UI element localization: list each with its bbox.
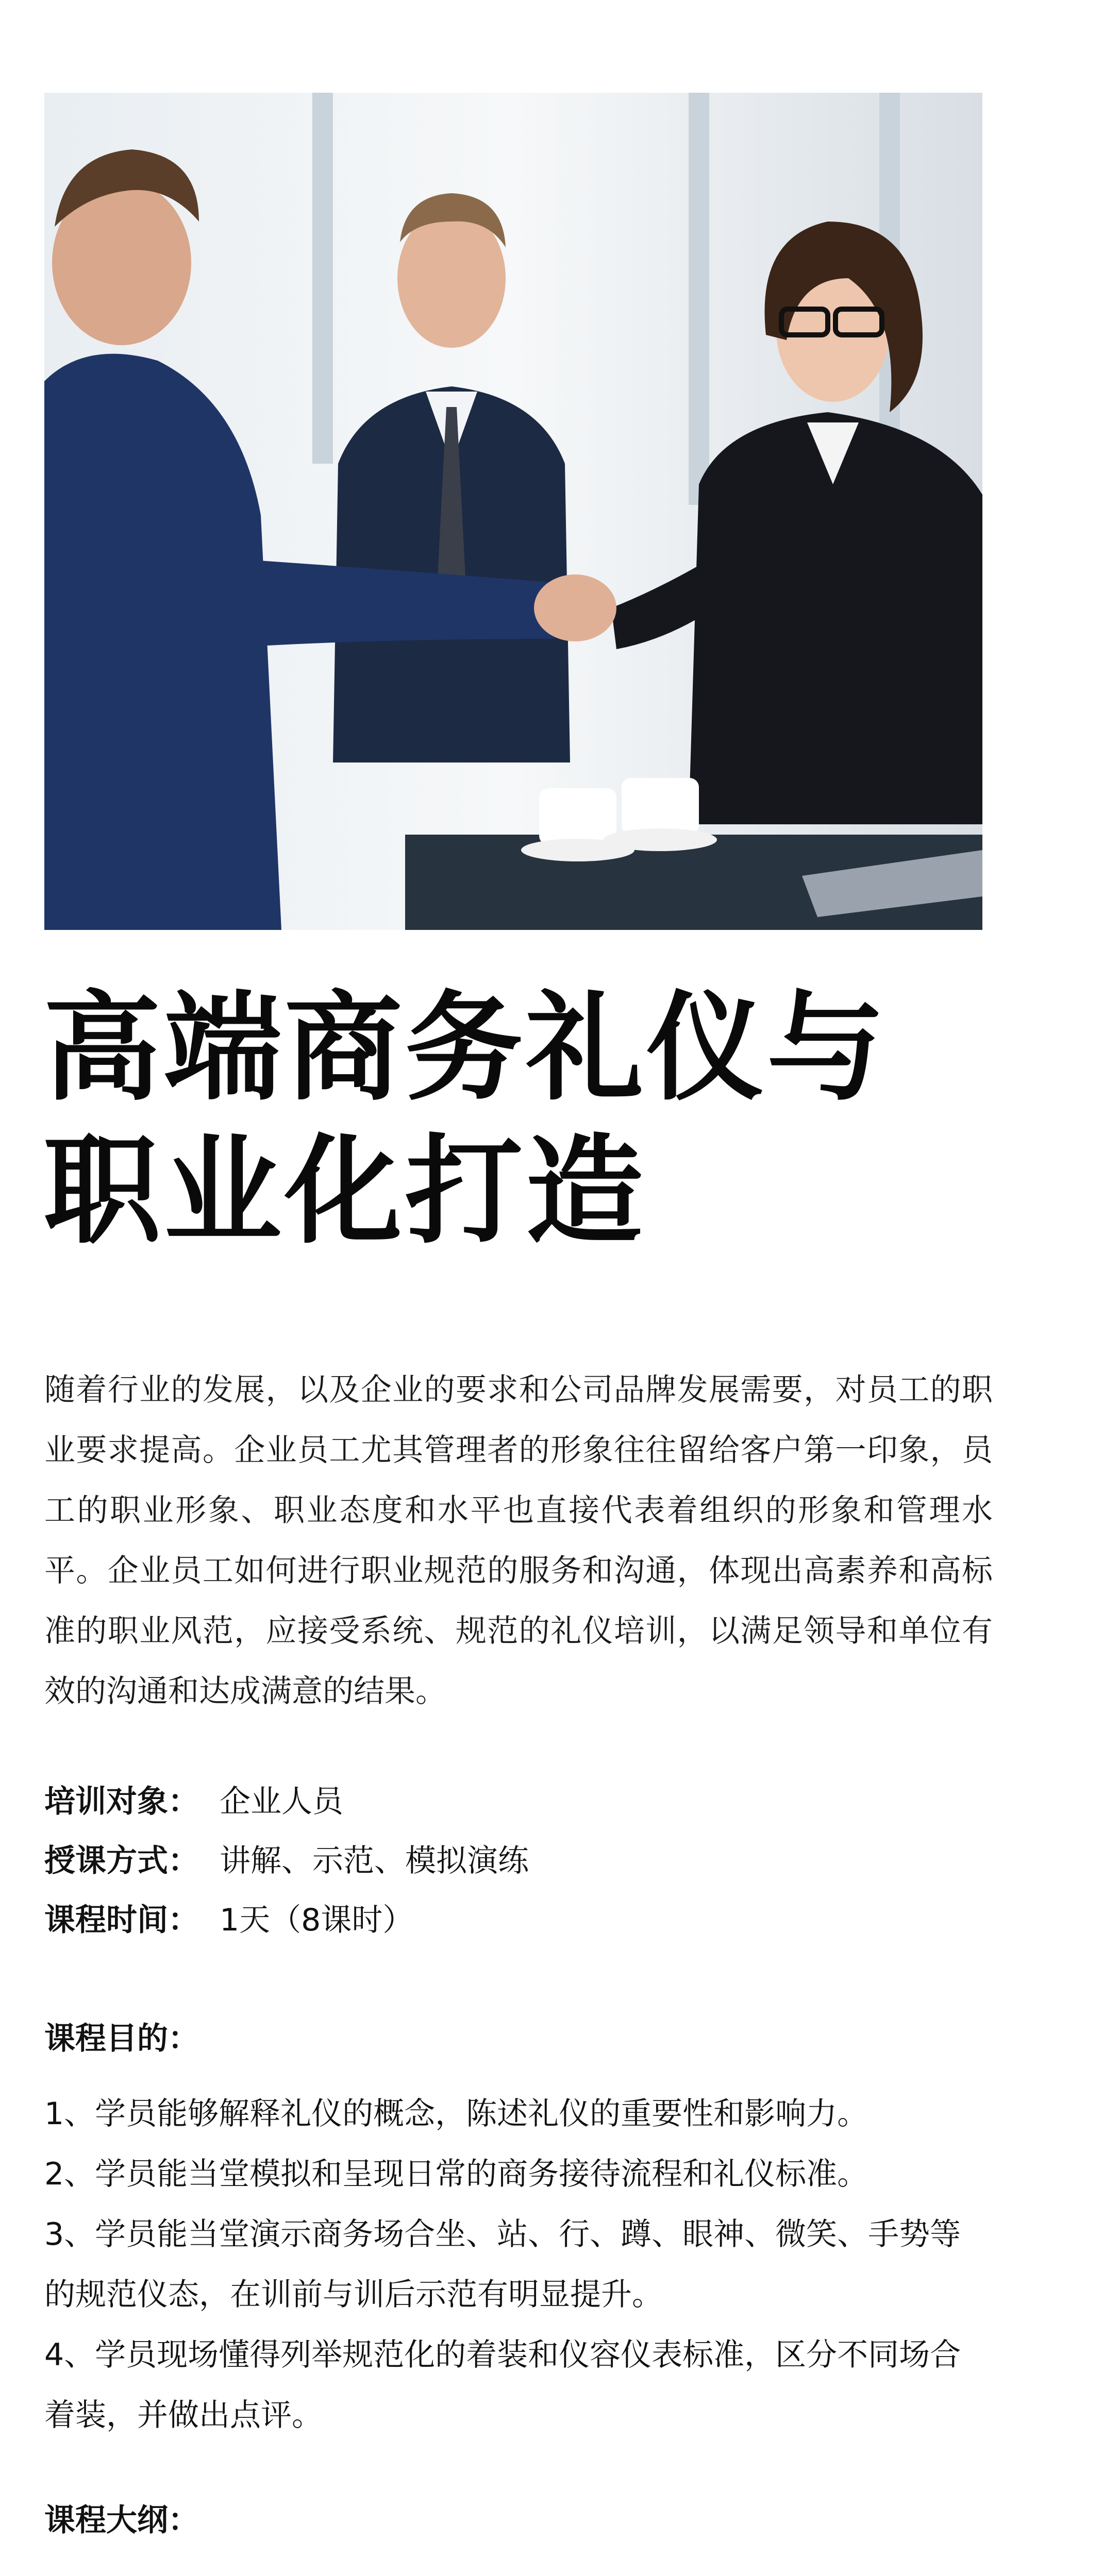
meta-value: 企业人员 xyxy=(220,1784,343,1820)
meta-value: 1天（8课时） xyxy=(220,1902,414,1938)
goals-list xyxy=(44,2084,982,2446)
title-line-1: 高端商务礼仪与 xyxy=(43,979,888,1116)
intro-paragraph: 随着行业的发展，以及企业的要求和公司品牌发展需要，对员工的职业要求提高。企业员工尤其管理者的形象往往留给客户第一印象，员工的职业形象、职业态度和水平也直接代表着组织的形象和管理水平。企业员工如何进行职业规范的服务和沟通，体现出高素养和高标准的职业风范，应接受系统、规范的礼仪培训，以满足领导和单位有效的沟通和达成满意的结果。 xyxy=(44,1372,993,1709)
goal-item: 2、学员能当堂模拟和呈现日常的商务接待流程和礼仪标准。 xyxy=(44,2156,868,2192)
meta-label: 课程时间： xyxy=(44,1902,199,1938)
goals-heading: 课程目的： xyxy=(44,2021,199,2057)
meta-row-audience xyxy=(44,1772,972,1832)
business-handshake-illustration xyxy=(44,93,982,930)
course-meta xyxy=(44,1772,972,1950)
meta-row-duration xyxy=(44,1891,972,1950)
page-title xyxy=(43,976,1023,1263)
title-line-2: 职业化打造 xyxy=(43,1123,646,1260)
goal-item: 3、学员能当堂演示商务场合坐、站、行、蹲、眼神、微笑、手势等的规范仪态，在训前与训后示范有明显提升。 xyxy=(44,2216,961,2313)
meta-row-method xyxy=(44,1832,972,1891)
meta-label: 培训对象： xyxy=(44,1784,199,1820)
goal-item: 1、学员能够解释礼仪的概念，陈述礼仪的重要性和影响力。 xyxy=(44,2096,868,2132)
outline-heading: 课程大纲： xyxy=(44,2502,199,2538)
meta-label: 授课方式： xyxy=(44,1843,199,1879)
hero-photo xyxy=(44,93,982,930)
meta-value: 讲解、示范、模拟演练 xyxy=(220,1843,529,1879)
goal-item: 4、学员现场懂得列举规范化的着装和仪容仪表标准，区分不同场合着装，并做出点评。 xyxy=(44,2337,961,2433)
